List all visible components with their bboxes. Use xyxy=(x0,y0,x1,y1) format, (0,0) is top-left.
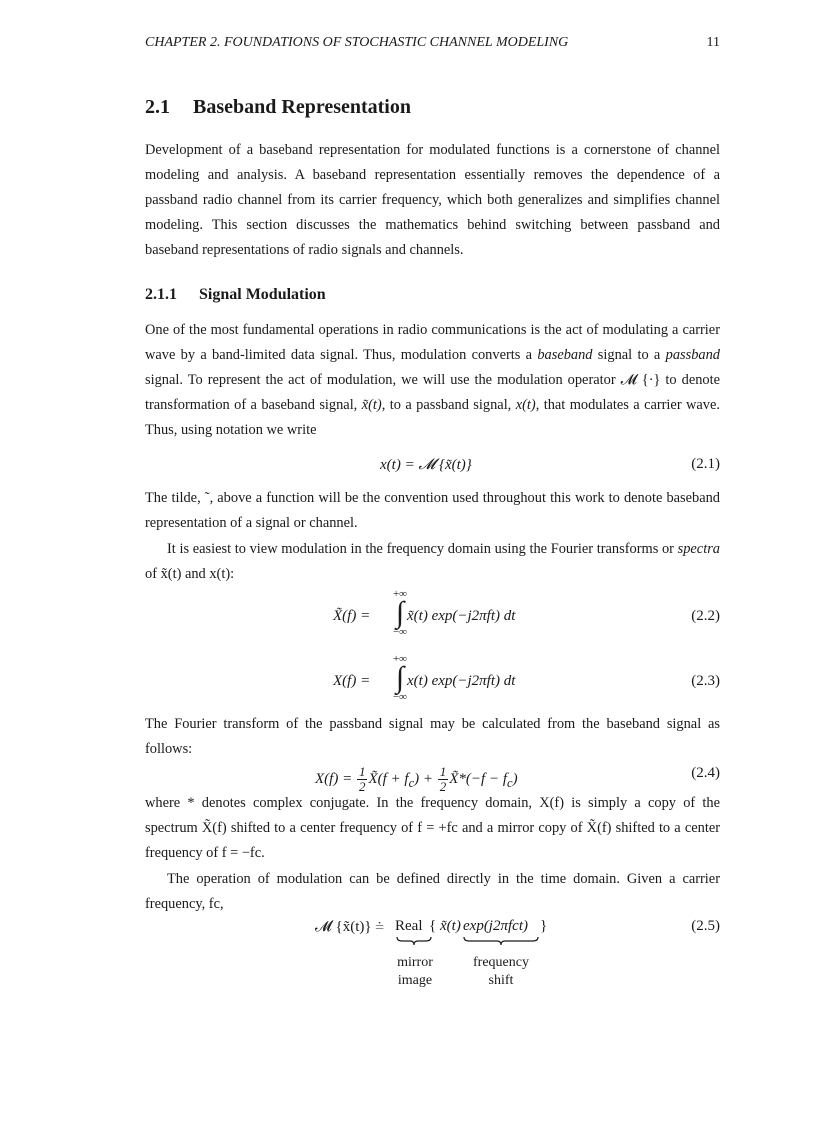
eq25-xt: x̃(t) xyxy=(440,918,461,934)
p4-text-b: of x̃(t) and x(t): xyxy=(145,566,235,582)
eq24-half-fraction-1 xyxy=(357,765,368,794)
label-frequency: frequency xyxy=(473,955,529,970)
frequency-shift-label xyxy=(461,954,541,990)
p2-text-d: to denote transformation of a baseband signal, xyxy=(145,372,720,413)
p2-text-e: , to a passband signal, xyxy=(381,397,516,413)
chapter-title: CHAPTER 2. FOUNDATIONS OF STOCHASTIC CHANNEL MODELING xyxy=(145,35,569,50)
section-heading xyxy=(145,96,411,119)
eq24-term2: X̃*(−f − f xyxy=(449,770,508,787)
p4-em-spectra: spectra xyxy=(677,541,720,557)
p2-x: x(t) xyxy=(515,397,536,413)
equation-2-1 xyxy=(145,456,720,478)
eq25-real: Real xyxy=(395,918,423,934)
eq23-lhs: X(f) = xyxy=(333,673,371,689)
p2-em-baseband: baseband xyxy=(537,347,593,363)
eq25-open-brace: { xyxy=(429,918,437,934)
p2-em-passband: passband xyxy=(665,347,720,363)
eq24-sub-c1: c xyxy=(408,775,415,790)
paragraph-conjugate: where * denotes complex conjugate. In the frequency domain, X(f) is simply a copy of the spectrum X̃(f) shifted to a center frequency of f = +fc and a mirror copy of X̃(f) shifted to a center frequency of f = −fc. xyxy=(145,795,720,861)
section-number: 2.1 xyxy=(145,96,170,118)
paragraph-frequency-domain xyxy=(145,537,720,587)
eq21-tag: (2.1) xyxy=(691,456,720,472)
eq25-lhs: 𝓜 {x̃(t)} ≐ xyxy=(315,919,384,935)
underbrace-mirror-icon xyxy=(396,936,432,946)
paragraph-time-domain: The operation of modulation can be defined directly in the time domain. Given a carrier frequency, fc, xyxy=(145,871,720,912)
label-shift: shift xyxy=(488,973,514,988)
p2-text-a: One of the most fundamental operations in radio communications is the act of modulating a carrier wave by a band-limited data signal. Thus, modulation converts a xyxy=(145,322,720,363)
eq24-half-den: 2 xyxy=(358,779,366,794)
equation-2-5 xyxy=(145,918,720,994)
p2-text-f: , that modulates a carrier wave. Thus, using notation we write xyxy=(145,397,720,438)
mirror-image-label xyxy=(385,954,445,990)
equation-2-3 xyxy=(145,653,720,713)
eq22-integrand: x̃(t) exp(−j2πft) dt xyxy=(407,608,516,624)
paragraph-tilde: The tilde, ˜, above a function will be the convention used throughout this work to denote baseband representation of a signal or channel. xyxy=(145,490,720,531)
integral-sign-icon: ∫ xyxy=(395,596,405,629)
equation-2-4 xyxy=(145,757,720,793)
label-image: image xyxy=(397,973,433,988)
eq23-lower-limit: −∞ xyxy=(392,691,408,703)
eq22-tag: (2.2) xyxy=(691,608,720,624)
eq24-half-num-2: 1 xyxy=(439,764,447,779)
p2-text-b: signal to a xyxy=(592,347,666,363)
underbrace-frequency-icon xyxy=(463,936,539,946)
section-title: Baseband Representation xyxy=(193,96,411,118)
eq24-term1b: ) + xyxy=(414,770,434,787)
eq24-lhs: X(f) = xyxy=(315,770,353,787)
subsection-heading xyxy=(145,286,326,304)
p2-xt: x̃(t) xyxy=(361,397,382,413)
p4-text-a: It is easiest to view modulation in the frequency domain using the Fourier transforms or xyxy=(167,541,678,557)
eq24-half-fraction-2 xyxy=(438,765,449,794)
subsection-number: 2.1.1 xyxy=(145,286,177,303)
eq24-tag: (2.4) xyxy=(691,765,720,781)
running-header xyxy=(145,35,720,51)
p2-operator: 𝓜 {·} xyxy=(620,372,661,388)
eq24-expression xyxy=(315,765,518,794)
eq24-half-den-2: 2 xyxy=(439,779,447,794)
eq25-close-brace: } xyxy=(540,918,548,934)
paragraph-intro: Development of a baseband representation for modulated functions is a cornerstone of channel modeling and analysis. A baseband representation essentially removes the dependence of a passband radio channel from its carrier frequency, which both generalizes and simplifies channel modeling. This section discusses the mathematics behind switching between passband and baseband representations of radio signals and channels. xyxy=(145,142,720,258)
eq23-upper-limit: +∞ xyxy=(392,653,408,665)
integral-sign-icon: ∫ xyxy=(395,661,405,694)
equation-2-2 xyxy=(145,588,720,648)
p2-text-c: signal. To represent the act of modulation, we will use the modulation operator xyxy=(145,372,621,388)
eq24-term2b: ) xyxy=(512,770,518,787)
eq25-exp: exp(j2πfct) xyxy=(463,918,528,934)
paragraph-fourier-passband: The Fourier transform of the passband signal may be calculated from the baseband signal as follows: xyxy=(145,716,720,757)
paragraph-modulation xyxy=(145,318,720,443)
eq21-expression: x(t) = 𝓜 {x̃(t)} xyxy=(380,457,472,473)
subsection-title: Signal Modulation xyxy=(199,286,326,303)
eq25-tag: (2.5) xyxy=(691,918,720,934)
page-number: 11 xyxy=(706,35,720,50)
eq22-lhs: X̃(f) = xyxy=(333,608,371,624)
eq23-tag: (2.3) xyxy=(691,673,720,689)
eq24-term1: X̃(f + f xyxy=(368,770,409,787)
eq22-upper-limit: +∞ xyxy=(392,588,408,600)
eq24-half-num: 1 xyxy=(358,764,366,779)
eq22-lower-limit: −∞ xyxy=(392,626,408,638)
eq23-integrand: x(t) exp(−j2πft) dt xyxy=(407,673,516,689)
label-mirror: mirror xyxy=(397,955,433,970)
eq24-sub-c2: c xyxy=(507,775,513,790)
